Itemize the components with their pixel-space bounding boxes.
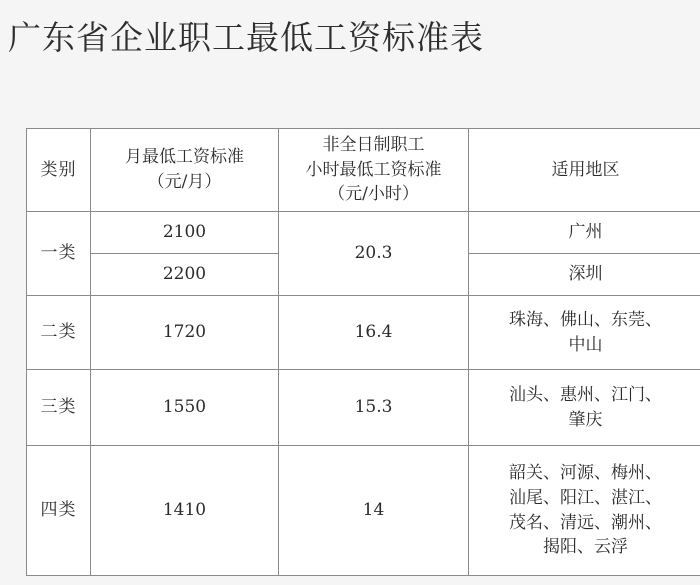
regions-cell	[469, 446, 700, 576]
regions-cell	[469, 212, 700, 254]
region-line: 中山	[568, 334, 603, 355]
table-row	[27, 212, 700, 254]
header-hourly-line1: 非全日制职工	[322, 135, 425, 156]
regions-cell	[469, 296, 700, 370]
regions-cell	[469, 370, 700, 446]
category-cell	[27, 446, 91, 576]
header-category-label: 类别	[40, 159, 77, 180]
region-line: 茂名、清远、潮州、	[509, 512, 662, 533]
header-hourly-line2: 小时最低工资标准	[305, 159, 442, 180]
hourly-cell: 20.3	[279, 212, 469, 296]
header-monthly-line1: 月最低工资标准	[125, 147, 244, 168]
category-cell	[27, 296, 91, 370]
region-line: 汕头、惠州、江门、	[509, 384, 662, 405]
header-monthly	[91, 129, 279, 212]
page-title: 广东省企业职工最低工资标准表	[8, 18, 484, 57]
monthly-cell: 1720	[91, 296, 279, 370]
header-monthly-line2: （元/月）	[147, 172, 222, 192]
monthly-cell: 1550	[91, 370, 279, 446]
region-line: 揭阳、云浮	[543, 537, 628, 558]
region-line: 广州	[568, 222, 603, 243]
table-row	[27, 296, 700, 370]
monthly-cell: 2200	[91, 254, 279, 296]
category-label: 一类	[40, 243, 77, 264]
header-category	[27, 129, 91, 212]
monthly-cell: 1410	[91, 446, 279, 576]
region-line: 珠海、佛山、东莞、	[509, 309, 662, 330]
category-cell	[27, 212, 91, 296]
hourly-cell: 16.4	[279, 296, 469, 370]
category-label: 四类	[40, 500, 77, 521]
header-hourly-line3: （元/小时）	[328, 184, 419, 205]
region-line: 肇庆	[568, 409, 603, 430]
hourly-cell: 14	[279, 446, 469, 576]
region-line: 韶关、河源、梅州、	[509, 463, 662, 484]
monthly-cell: 2100	[91, 212, 279, 254]
wage-table	[26, 128, 700, 576]
table-header-row	[27, 129, 700, 212]
category-cell	[27, 370, 91, 446]
region-line: 深圳	[568, 264, 603, 285]
table-row	[27, 446, 700, 576]
regions-cell	[469, 254, 700, 296]
header-regions-label: 适用地区	[551, 159, 620, 180]
region-line: 汕尾、阳江、湛江、	[509, 487, 662, 508]
category-label: 二类	[40, 322, 77, 343]
header-hourly	[279, 129, 469, 212]
category-label: 三类	[40, 397, 77, 418]
table-row	[27, 370, 700, 446]
hourly-cell: 15.3	[279, 370, 469, 446]
header-regions	[469, 129, 700, 212]
